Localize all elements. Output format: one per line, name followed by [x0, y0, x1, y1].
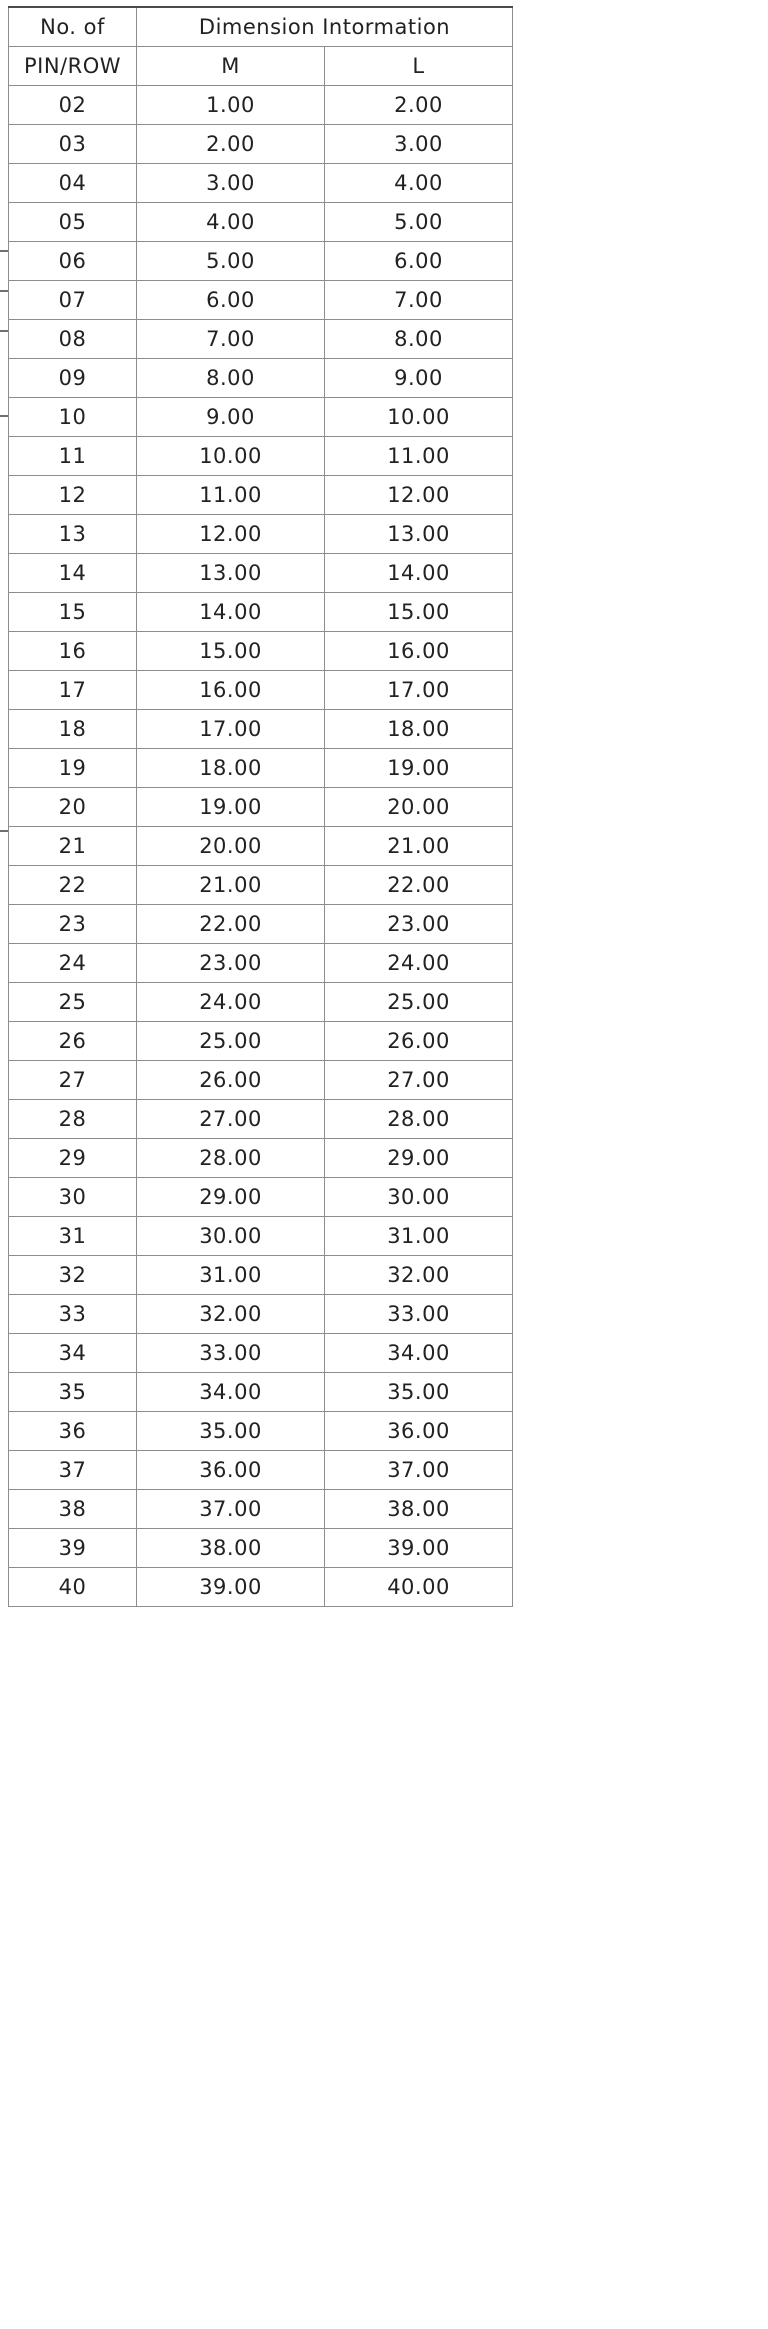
- cell-dimension-m: 24.00: [137, 983, 325, 1022]
- table-row: [9, 788, 513, 827]
- header-pin-row-line1: No. of: [9, 7, 137, 47]
- table-row: [9, 983, 513, 1022]
- table-row: [9, 1490, 513, 1529]
- cell-pin-count: 05: [9, 203, 137, 242]
- cell-pin-count: 31: [9, 1217, 137, 1256]
- cell-dimension-m: 19.00: [137, 788, 325, 827]
- cell-dimension-l: 3.00: [325, 125, 513, 164]
- cell-pin-count: 10: [9, 398, 137, 437]
- cell-pin-count: 09: [9, 359, 137, 398]
- cell-dimension-l: 38.00: [325, 1490, 513, 1529]
- cell-pin-count: 38: [9, 1490, 137, 1529]
- table-row: [9, 1412, 513, 1451]
- cell-pin-count: 03: [9, 125, 137, 164]
- cell-dimension-m: 36.00: [137, 1451, 325, 1490]
- cell-pin-count: 08: [9, 320, 137, 359]
- cell-pin-count: 12: [9, 476, 137, 515]
- table-row: [9, 320, 513, 359]
- cell-dimension-m: 20.00: [137, 827, 325, 866]
- cell-dimension-m: 39.00: [137, 1568, 325, 1607]
- table-row: [9, 242, 513, 281]
- cell-dimension-l: 32.00: [325, 1256, 513, 1295]
- table-row: [9, 476, 513, 515]
- cell-pin-count: 20: [9, 788, 137, 827]
- cell-dimension-m: 7.00: [137, 320, 325, 359]
- table-row: [9, 1022, 513, 1061]
- cell-pin-count: 28: [9, 1100, 137, 1139]
- table-row: [9, 554, 513, 593]
- cell-pin-count: 34: [9, 1334, 137, 1373]
- cell-dimension-m: 11.00: [137, 476, 325, 515]
- cell-dimension-l: 16.00: [325, 632, 513, 671]
- cell-dimension-l: 21.00: [325, 827, 513, 866]
- cell-dimension-l: 24.00: [325, 944, 513, 983]
- cell-dimension-l: 15.00: [325, 593, 513, 632]
- table-row: [9, 1334, 513, 1373]
- table-row: [9, 1256, 513, 1295]
- cell-pin-count: 14: [9, 554, 137, 593]
- cell-dimension-l: 33.00: [325, 1295, 513, 1334]
- table-row: [9, 125, 513, 164]
- cell-pin-count: 11: [9, 437, 137, 476]
- cell-pin-count: 24: [9, 944, 137, 983]
- cell-dimension-m: 6.00: [137, 281, 325, 320]
- cell-pin-count: 35: [9, 1373, 137, 1412]
- cell-dimension-l: 31.00: [325, 1217, 513, 1256]
- header-dimension-m: M: [137, 47, 325, 86]
- header-dimension-information: Dimension Intormation: [137, 7, 513, 47]
- cell-dimension-m: 4.00: [137, 203, 325, 242]
- edge-tick-mark: [0, 290, 8, 292]
- table-row: [9, 203, 513, 242]
- cell-dimension-m: 23.00: [137, 944, 325, 983]
- cell-dimension-m: 26.00: [137, 1061, 325, 1100]
- edge-tick-mark: [0, 250, 8, 252]
- cell-dimension-l: 17.00: [325, 671, 513, 710]
- cell-dimension-m: 15.00: [137, 632, 325, 671]
- cell-dimension-l: 18.00: [325, 710, 513, 749]
- cell-pin-count: 21: [9, 827, 137, 866]
- cell-dimension-m: 22.00: [137, 905, 325, 944]
- cell-dimension-m: 18.00: [137, 749, 325, 788]
- table-row: [9, 593, 513, 632]
- cell-dimension-l: 28.00: [325, 1100, 513, 1139]
- cell-pin-count: 40: [9, 1568, 137, 1607]
- cell-pin-count: 29: [9, 1139, 137, 1178]
- cell-pin-count: 04: [9, 164, 137, 203]
- cell-dimension-m: 29.00: [137, 1178, 325, 1217]
- cell-dimension-m: 14.00: [137, 593, 325, 632]
- cell-dimension-l: 22.00: [325, 866, 513, 905]
- cell-dimension-l: 35.00: [325, 1373, 513, 1412]
- table-row: [9, 164, 513, 203]
- table-row: [9, 398, 513, 437]
- cell-dimension-l: 27.00: [325, 1061, 513, 1100]
- table-row: [9, 1217, 513, 1256]
- cell-pin-count: 27: [9, 1061, 137, 1100]
- cell-pin-count: 17: [9, 671, 137, 710]
- cell-dimension-m: 12.00: [137, 515, 325, 554]
- table-row: [9, 1295, 513, 1334]
- table-body: [9, 86, 513, 1607]
- table-row: [9, 632, 513, 671]
- cell-dimension-m: 32.00: [137, 1295, 325, 1334]
- table-row: [9, 866, 513, 905]
- cell-pin-count: 26: [9, 1022, 137, 1061]
- cell-dimension-m: 3.00: [137, 164, 325, 203]
- table-header-row-2: [9, 47, 513, 86]
- cell-dimension-l: 10.00: [325, 398, 513, 437]
- table-row: [9, 1451, 513, 1490]
- cell-pin-count: 16: [9, 632, 137, 671]
- table-header-row-1: [9, 7, 513, 47]
- cell-dimension-l: 19.00: [325, 749, 513, 788]
- cell-dimension-m: 35.00: [137, 1412, 325, 1451]
- cell-dimension-l: 25.00: [325, 983, 513, 1022]
- cell-dimension-l: 6.00: [325, 242, 513, 281]
- cell-dimension-m: 5.00: [137, 242, 325, 281]
- cell-pin-count: 02: [9, 86, 137, 125]
- table-row: [9, 437, 513, 476]
- cell-dimension-l: 34.00: [325, 1334, 513, 1373]
- cell-dimension-m: 31.00: [137, 1256, 325, 1295]
- table-row: [9, 515, 513, 554]
- cell-dimension-m: 16.00: [137, 671, 325, 710]
- cell-pin-count: 22: [9, 866, 137, 905]
- cell-pin-count: 15: [9, 593, 137, 632]
- cell-dimension-m: 1.00: [137, 86, 325, 125]
- cell-pin-count: 18: [9, 710, 137, 749]
- cell-pin-count: 39: [9, 1529, 137, 1568]
- cell-dimension-m: 37.00: [137, 1490, 325, 1529]
- cell-dimension-l: 36.00: [325, 1412, 513, 1451]
- cell-dimension-m: 17.00: [137, 710, 325, 749]
- cell-dimension-m: 38.00: [137, 1529, 325, 1568]
- cell-dimension-l: 5.00: [325, 203, 513, 242]
- cell-dimension-l: 12.00: [325, 476, 513, 515]
- cell-dimension-m: 9.00: [137, 398, 325, 437]
- cell-dimension-m: 2.00: [137, 125, 325, 164]
- cell-pin-count: 33: [9, 1295, 137, 1334]
- cell-pin-count: 06: [9, 242, 137, 281]
- cell-dimension-m: 13.00: [137, 554, 325, 593]
- cell-dimension-m: 33.00: [137, 1334, 325, 1373]
- cell-dimension-m: 8.00: [137, 359, 325, 398]
- table-row: [9, 1529, 513, 1568]
- cell-dimension-m: 10.00: [137, 437, 325, 476]
- header-dimension-l: L: [325, 47, 513, 86]
- table-row: [9, 281, 513, 320]
- cell-pin-count: 07: [9, 281, 137, 320]
- cell-dimension-l: 30.00: [325, 1178, 513, 1217]
- header-pin-row-line2: PIN/ROW: [9, 47, 137, 86]
- cell-dimension-l: 8.00: [325, 320, 513, 359]
- cell-dimension-l: 9.00: [325, 359, 513, 398]
- cell-dimension-m: 21.00: [137, 866, 325, 905]
- cell-dimension-m: 25.00: [137, 1022, 325, 1061]
- table-row: [9, 359, 513, 398]
- cell-dimension-m: 34.00: [137, 1373, 325, 1412]
- table-row: [9, 1139, 513, 1178]
- table-row: [9, 1100, 513, 1139]
- table-row: [9, 1373, 513, 1412]
- cell-dimension-m: 28.00: [137, 1139, 325, 1178]
- cell-pin-count: 32: [9, 1256, 137, 1295]
- cell-dimension-l: 29.00: [325, 1139, 513, 1178]
- table-row: [9, 1061, 513, 1100]
- edge-tick-mark: [0, 830, 8, 832]
- table-header: [9, 7, 513, 86]
- cell-dimension-l: 7.00: [325, 281, 513, 320]
- cell-dimension-l: 20.00: [325, 788, 513, 827]
- cell-dimension-l: 40.00: [325, 1568, 513, 1607]
- cell-pin-count: 30: [9, 1178, 137, 1217]
- cell-dimension-l: 13.00: [325, 515, 513, 554]
- cell-pin-count: 19: [9, 749, 137, 788]
- cell-dimension-m: 30.00: [137, 1217, 325, 1256]
- cell-dimension-l: 4.00: [325, 164, 513, 203]
- table-row: [9, 944, 513, 983]
- edge-tick-mark: [0, 330, 8, 332]
- cell-pin-count: 37: [9, 1451, 137, 1490]
- cell-dimension-l: 2.00: [325, 86, 513, 125]
- table-row: [9, 710, 513, 749]
- table-row: [9, 671, 513, 710]
- table-row: [9, 905, 513, 944]
- cell-dimension-l: 39.00: [325, 1529, 513, 1568]
- cell-dimension-l: 11.00: [325, 437, 513, 476]
- table-row: [9, 1568, 513, 1607]
- table-row: [9, 86, 513, 125]
- cell-dimension-l: 37.00: [325, 1451, 513, 1490]
- table-row: [9, 749, 513, 788]
- cell-dimension-m: 27.00: [137, 1100, 325, 1139]
- cell-pin-count: 25: [9, 983, 137, 1022]
- table-row: [9, 1178, 513, 1217]
- cell-pin-count: 23: [9, 905, 137, 944]
- table-row: [9, 827, 513, 866]
- cell-pin-count: 36: [9, 1412, 137, 1451]
- dimension-information-table: [8, 6, 513, 1607]
- cell-pin-count: 13: [9, 515, 137, 554]
- cell-dimension-l: 23.00: [325, 905, 513, 944]
- edge-tick-mark: [0, 415, 8, 417]
- cell-dimension-l: 26.00: [325, 1022, 513, 1061]
- cell-dimension-l: 14.00: [325, 554, 513, 593]
